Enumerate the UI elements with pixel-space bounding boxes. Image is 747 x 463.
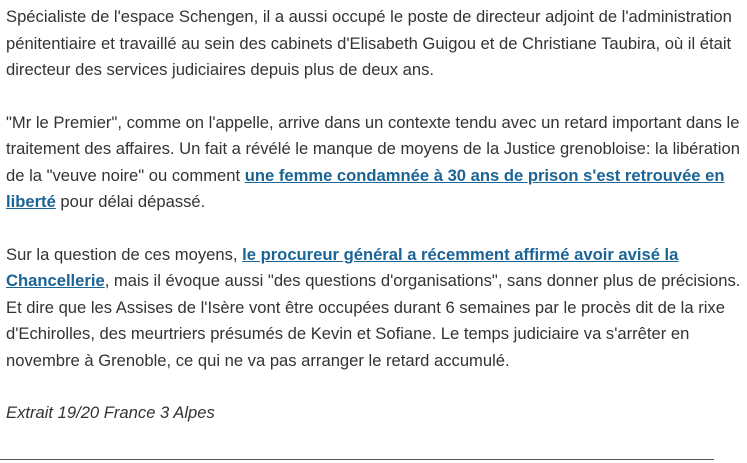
video-caption: Extrait 19/20 France 3 Alpes	[6, 403, 215, 422]
link-femme-condamnee[interactable]: une femme condamnée à 30 ans de prison s'est retrouvée en liberté	[6, 165, 725, 211]
paragraph-text: "Mr le Premier", comme on l'appelle, arrive dans un contexte tendu avec un retard important dans le traitement des affaires. Un fait a révélé le manque de moyens de la Justice grenobloise: la libération de la "veuve noire" ou comment	[6, 112, 740, 185]
paragraph-moyens	[6, 242, 741, 375]
paragraph-text: , mais il évoque aussi "des questions d'organisations", sans donner plus de précisions. Et dire que les Assises de l'Isère vont être occupées durant 6 semaines par le procès dit de la rixe d'Echirolles, des meurtriers présumés de Kevin et Sofiane. Le temps judiciaire va s'arrêter en novembre à Grenoble, ce qui ne va pas arranger le retard accumulé.	[6, 271, 741, 370]
paragraph-mr-le-premier	[6, 110, 741, 216]
paragraph-schengen: Spécialiste de l'espace Schengen, il a aussi occupé le poste de directeur adjoint de l'administration pénitentiaire et travaillé au sein des cabinets d'Elisabeth Guigou et de Christiane Taubira, où il était directeur des services judiciaires depuis plus de deux ans.	[6, 7, 732, 79]
divider	[0, 459, 714, 460]
paragraph-text: pour délai dépassé.	[55, 192, 206, 211]
paragraph-text: Sur la question de ces moyens,	[6, 244, 243, 264]
article-body	[6, 4, 741, 453]
link-procureur-general[interactable]: le procureur général a récemment affirmé avoir avisé la Chancellerie	[6, 244, 679, 290]
